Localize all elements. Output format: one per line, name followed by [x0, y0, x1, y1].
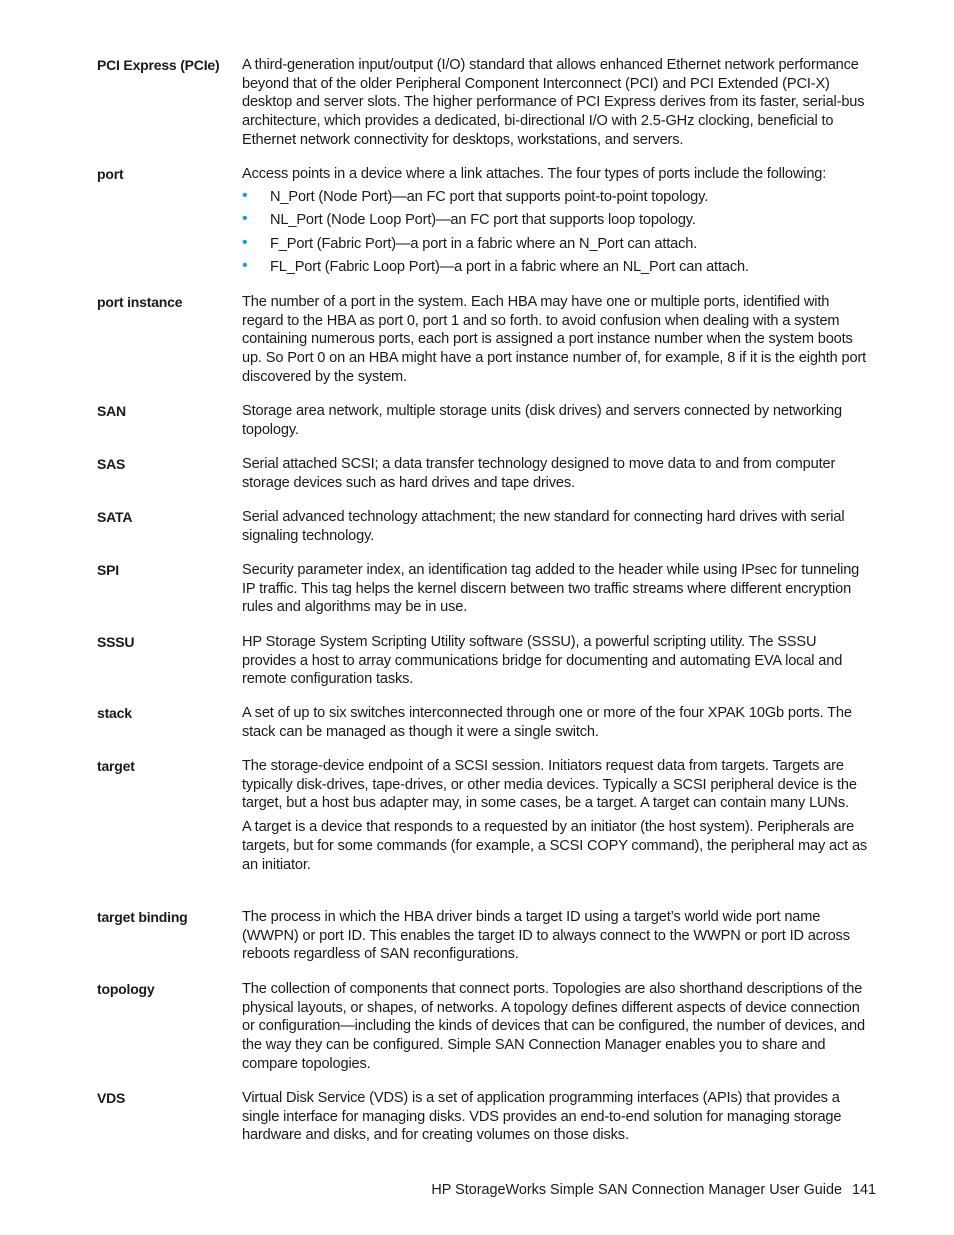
glossary-term: PCI Express (PCIe)	[97, 57, 220, 73]
list-item-text: N_Port (Node Port)—an FC port that supports point-to-point topology.	[270, 188, 709, 205]
definition-text: The storage-device endpoint of a SCSI session. Initiators request data from targets. Targets are typically disk-drives, tape-drives, or other media devices. Typically a SCSI peripheral device is the target, but a host bus adapter may, in some cases, be a target. A target can contain many LUNs.	[242, 758, 857, 812]
glossary-term: port	[97, 166, 124, 182]
glossary-definition	[242, 633, 874, 689]
list-item	[242, 211, 874, 230]
glossary-definition	[242, 455, 874, 492]
glossary-term: topology	[97, 981, 155, 997]
glossary-definition	[242, 1089, 874, 1145]
list-item	[242, 188, 874, 207]
definition-text: Access points in a device where a link attaches. The four types of ports include the following:	[242, 166, 827, 182]
glossary-term: stack	[97, 705, 132, 721]
definition-text: Storage area network, multiple storage units (disk drives) and servers connected by networking topology.	[242, 403, 842, 438]
glossary-term: SATA	[97, 509, 133, 525]
glossary-term: target binding	[97, 909, 188, 925]
definition-text: Virtual Disk Service (VDS) is a set of application programming interfaces (APIs) that provides a single interface for managing disks. VDS provides an end-to-end solution for managing storage hardware and disks, and for creating volumes on those disks.	[242, 1090, 842, 1144]
port-type-list	[242, 188, 874, 277]
bullet-icon: •	[242, 257, 248, 275]
definition-text: A target is a device that responds to a requested by an initiator (the host system). Peripherals are targets, but for some commands (for example, a SCSI COPY command), the peripheral may act as an initiator.	[242, 819, 868, 873]
list-item-text: F_Port (Fabric Port)—a port in a fabric where an N_Port can attach.	[270, 235, 698, 252]
glossary-term: port instance	[97, 294, 183, 310]
bullet-icon: •	[242, 210, 248, 228]
glossary-definition	[242, 908, 874, 964]
glossary-term: SAS	[97, 456, 126, 472]
glossary-term: SPI	[97, 562, 119, 578]
page-footer	[431, 1181, 876, 1199]
glossary-definition	[242, 293, 874, 387]
footer-title: HP StorageWorks Simple SAN Connection Manager User Guide	[431, 1182, 842, 1198]
definition-text: Serial attached SCSI; a data transfer technology designed to move data to and from computer storage devices such as hard drives and tape drives.	[242, 456, 836, 491]
glossary-definition	[242, 980, 874, 1074]
glossary-definition	[242, 402, 874, 439]
glossary-term: SAN	[97, 403, 126, 419]
definition-text: Serial advanced technology attachment; the new standard for connecting hard drives with serial signaling technology.	[242, 509, 845, 544]
definition-text: Security parameter index, an identification tag added to the header while using IPsec for tunneling IP traffic. This tag helps the kernel discern between two traffic streams where different encryption rules and algorithms may be in use.	[242, 562, 860, 616]
glossary-definition	[242, 704, 874, 741]
glossary-term: SSSU	[97, 634, 135, 650]
definition-text: The collection of components that connect ports. Topologies are also shorthand descriptions of the physical layouts, or shapes, of networks. A topology defines different aspects of device connection or configuration—including the kinds of devices that can be configured, the number of devices, and the way they can be configured. Simple SAN Connection Manager enables you to share and compare topologies.	[242, 981, 865, 1072]
glossary-definition	[242, 165, 874, 282]
glossary-term: VDS	[97, 1090, 126, 1106]
definition-text: The number of a port in the system. Each HBA may have one or multiple ports, identified with regard to the HBA as port 0, port 1 and so forth. to avoid confusion when dealing with a system containing numerous ports, each port is assigned a port instance number when the system boots up. So Port 0 on an HBA might have a port instance number of, for example, 8 if it is the eighth port discovered by the system.	[242, 294, 867, 385]
bullet-icon: •	[242, 186, 248, 204]
list-item-text: FL_Port (Fabric Loop Port)—a port in a fabric where an NL_Port can attach.	[270, 259, 749, 276]
definition-text: A set of up to six switches interconnected through one or more of the four XPAK 10Gb ports. The stack can be managed as though it were a single switch.	[242, 705, 852, 740]
list-item-text: NL_Port (Node Loop Port)—an FC port that supports loop topology.	[270, 212, 696, 229]
definition-text: A third-generation input/output (I/O) standard that allows enhanced Ethernet network performance beyond that of the older Peripheral Component Interconnect (PCI) and PCI Extended (PCI-X) desktop and server slots. The higher performance of PCI Express derives from its faster, serial-bus architecture, which provides a dedicated, bi-directional I/O with 2.5-GHz clocking, beneficial to Ethernet network connectivity for desktops, workstations, and servers.	[242, 57, 865, 148]
glossary-term: target	[97, 758, 135, 774]
page-number: 141	[851, 1182, 876, 1198]
glossary-definition	[242, 757, 874, 874]
definition-text: The process in which the HBA driver binds a target ID using a target’s world wide port name (WWPN) or port ID. This enables the target ID to always connect to the WWPN or port ID across reboots regardless of SAN reconfigurations.	[242, 909, 850, 963]
bullet-icon: •	[242, 233, 248, 251]
definition-text: HP Storage System Scripting Utility software (SSSU), a powerful scripting utility. The SSSU provides a host to array communications bridge for documenting and automating EVA local and remote configuration tasks.	[242, 634, 843, 688]
list-item	[242, 235, 874, 254]
glossary-definition	[242, 508, 874, 545]
glossary-definition	[242, 56, 874, 150]
list-item	[242, 258, 874, 277]
glossary-definition	[242, 561, 874, 617]
